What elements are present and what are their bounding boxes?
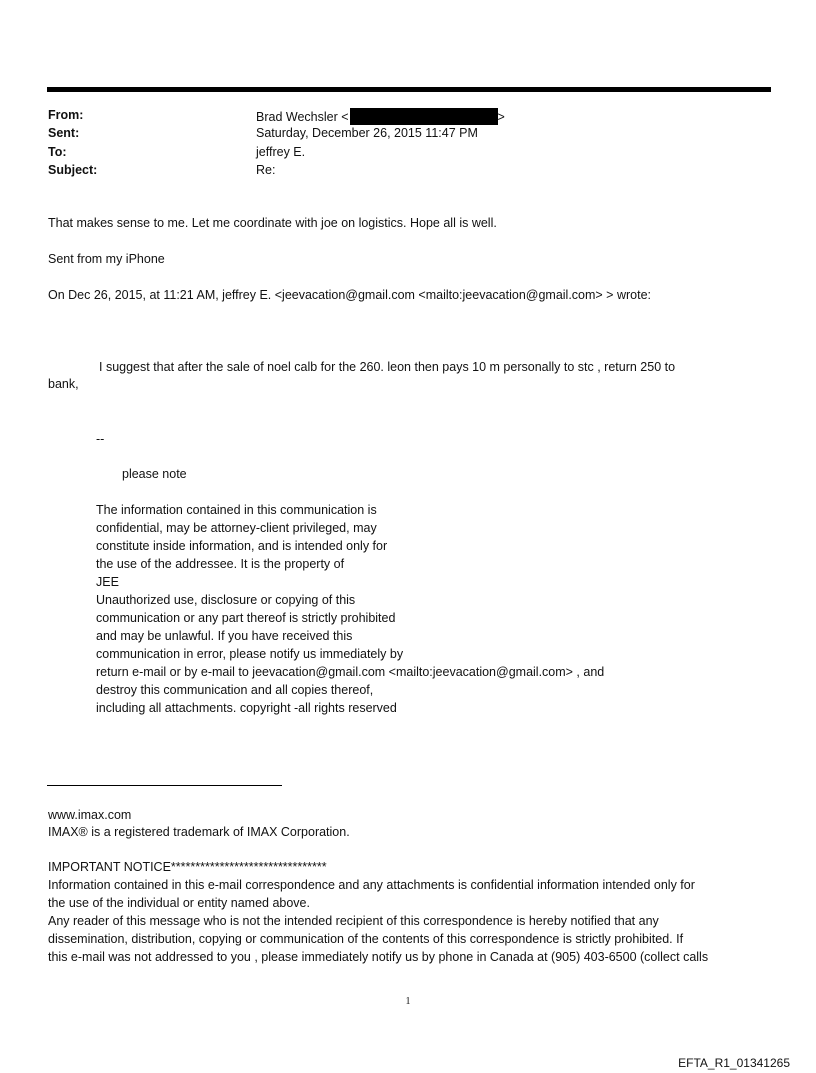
signature-text: Sent from my iPhone [48,252,165,266]
document-id: EFTA_R1_01341265 [678,1056,790,1070]
disclaimer-line: communication in error, please notify us immediately by [96,647,404,661]
disclaimer-line: JEE [96,575,119,589]
notice-line: Information contained in this e-mail correspondence and any attachments is confidential information intended only for [48,878,695,892]
disclaimer-line: communication or any part thereof is strictly prohibited [96,611,396,625]
subject-label: Subject: [48,163,98,177]
from-value [256,108,505,125]
from-label: From: [48,108,84,122]
notice-line: this e-mail was not addressed to you , please immediately notify us by phone in Canada at (905) 403-6500 (collect calls [48,950,709,964]
from-value-tail: > [497,110,505,124]
signature-separator: -- [96,432,105,446]
notice-title: IMPORTANT NOTICE******************************** [48,860,327,874]
notice-line: Any reader of this message who is not the intended recipient of this correspondence is hereby notified that any [48,914,659,928]
please-note: please note [122,467,187,481]
trademark-text: IMAX® is a registered trademark of IMAX Corporation. [48,825,350,839]
from-name: Brad Wechsler < [256,110,349,124]
subject-value: Re: [256,163,276,177]
redaction-bar [350,108,498,125]
quoted-line-1: I suggest that after the sale of noel calb for the 260. leon then pays 10 m personally to stc , return 250 to [99,360,676,374]
footer-divider [47,785,282,786]
disclaimer-line: return e-mail or by e-mail to jeevacation@gmail.com <mailto:jeevacation@gmail.com> , and [96,665,605,679]
disclaimer-line: and may be unlawful. If you have received this [96,629,353,643]
quoted-line-2: bank, [48,377,79,391]
page-number: 1 [405,996,411,1007]
disclaimer-line: the use of the addressee. It is the property of [96,557,345,571]
to-label: To: [48,145,67,159]
disclaimer-line: including all attachments. copyright -all rights reserved [96,701,397,715]
disclaimer-line: constitute inside information, and is intended only for [96,539,388,553]
sent-label: Sent: [48,126,80,140]
website-text: www.imax.com [48,808,132,822]
sent-value: Saturday, December 26, 2015 11:47 PM [256,126,478,140]
to-value: jeffrey E. [256,145,306,159]
header-top-rule [47,87,771,92]
quote-header: On Dec 26, 2015, at 11:21 AM, jeffrey E. <jeevacation@gmail.com <mailto:jeevacation@gmail.com> > wrote: [48,288,651,302]
disclaimer-line: Unauthorized use, disclosure or copying of this [96,593,356,607]
disclaimer-line: The information contained in this communication is [96,503,377,517]
notice-line: dissemination, distribution, copying or communication of the contents of this correspondence is strictly prohibited. If [48,932,684,946]
reply-text: That makes sense to me. Let me coordinate with joe on logistics. Hope all is well. [48,216,497,230]
disclaimer-line: confidential, may be attorney-client privileged, may [96,521,377,535]
notice-line: the use of the individual or entity named above. [48,896,310,910]
disclaimer-line: destroy this communication and all copies thereof, [96,683,374,697]
